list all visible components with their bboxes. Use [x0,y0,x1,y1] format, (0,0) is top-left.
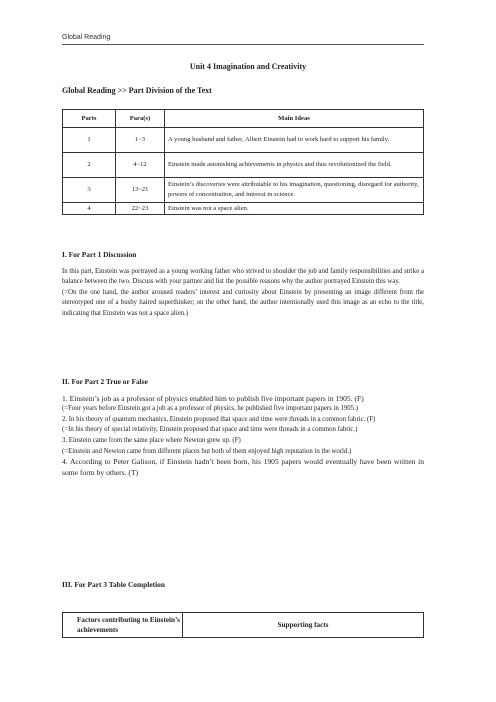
paras-cell: 13~21 [116,178,165,203]
part-cell: 2 [63,153,116,178]
paras-cell: 4~12 [116,153,165,178]
part1-answer: (=On the one hand, the author aroused readers’ interest and curiosity about Einstein by presenting an image different from the stereotyped one of a bushy haired superthinker; on the other hand, the author intentionally used this image as an echo to the title, indicating that Einstein was not a space alien.) [62,288,424,317]
column-header: Main Ideas [165,110,424,128]
question: 2. In his theory of quantum mechanics, Einstein proposed that space and time were threads in a common fabric. (F) [62,415,376,423]
section-subhead: Global Reading >> Part Division of the Text [62,86,212,95]
question: 1. Einstein’s job as a professor of physics enabled him to publish five important papers in 1905. (F) [62,393,364,403]
factors-table [62,612,424,638]
part1-heading: I. For Part 1 Discussion [62,250,137,259]
idea-cell: A young husband and father, Albert Einstein had to work hard to support his family. [165,128,424,153]
part1-text: In this part, Einstein was portrayed as a young working father who strived to shoulder the job and family responsibilities and strike a balance between the two. Discuss with your partner and list the possible reasons why the author portrayed Einstein this way. [62,267,424,286]
part-division-table [62,109,424,215]
answer: (=In his theory of special relativity, Einstein proposed that space and time were threads in a common fabric.) [62,426,358,434]
table-row [63,178,424,203]
part2-heading: II. For Part 2 True or False [62,377,148,386]
column-header: Para(s) [116,110,165,128]
table-header-row [63,613,424,638]
factors-header: Factors contributing to Einstein’s achievements [63,613,183,638]
idea-cell: Einstein’s discoveries were attributable to his imagination, questioning, disregard for authority, powers of concentration, and interest in science. [165,178,424,203]
part3-heading: III. For Part 3 Table Completion [62,580,165,589]
part1-section [62,250,424,320]
table-row [63,153,424,178]
supporting-facts-header: Supporting facts [183,613,424,638]
question: 4. According to Peter Galison, if Einstein hadn’t been born, his 1905 papers would eventually have been written in some form by others. (T) [62,457,424,477]
table-header-row [63,110,424,128]
part2-section [62,377,424,478]
table-row [63,128,424,153]
answer: (=Four years before Einstein got a job as a professor of physics, he published five important papers in 1905.) [62,405,359,413]
paras-cell: 1~3 [116,128,165,153]
question: 3. Einstein came from the same place where Newton grew up. (F) [62,436,241,444]
part-cell: 1 [63,128,116,153]
page-header: Global Reading [62,34,424,45]
page-title: Unit 4 Imagination and Creativity [189,62,307,71]
answer: (=Einstein and Newton came from different places but both of them enjoyed high reputation in the world.) [62,447,352,455]
part-cell: 3 [63,178,116,203]
idea-cell: Einstein was not a space alien. [165,203,424,215]
table-row [63,203,424,215]
part3-section [62,580,424,597]
column-header: Parts [63,110,116,128]
paras-cell: 22~23 [116,203,165,215]
idea-cell: Einstein made astonishing achievements in physics and thus revolutionized the field. [165,153,424,178]
part-cell: 4 [63,203,116,215]
